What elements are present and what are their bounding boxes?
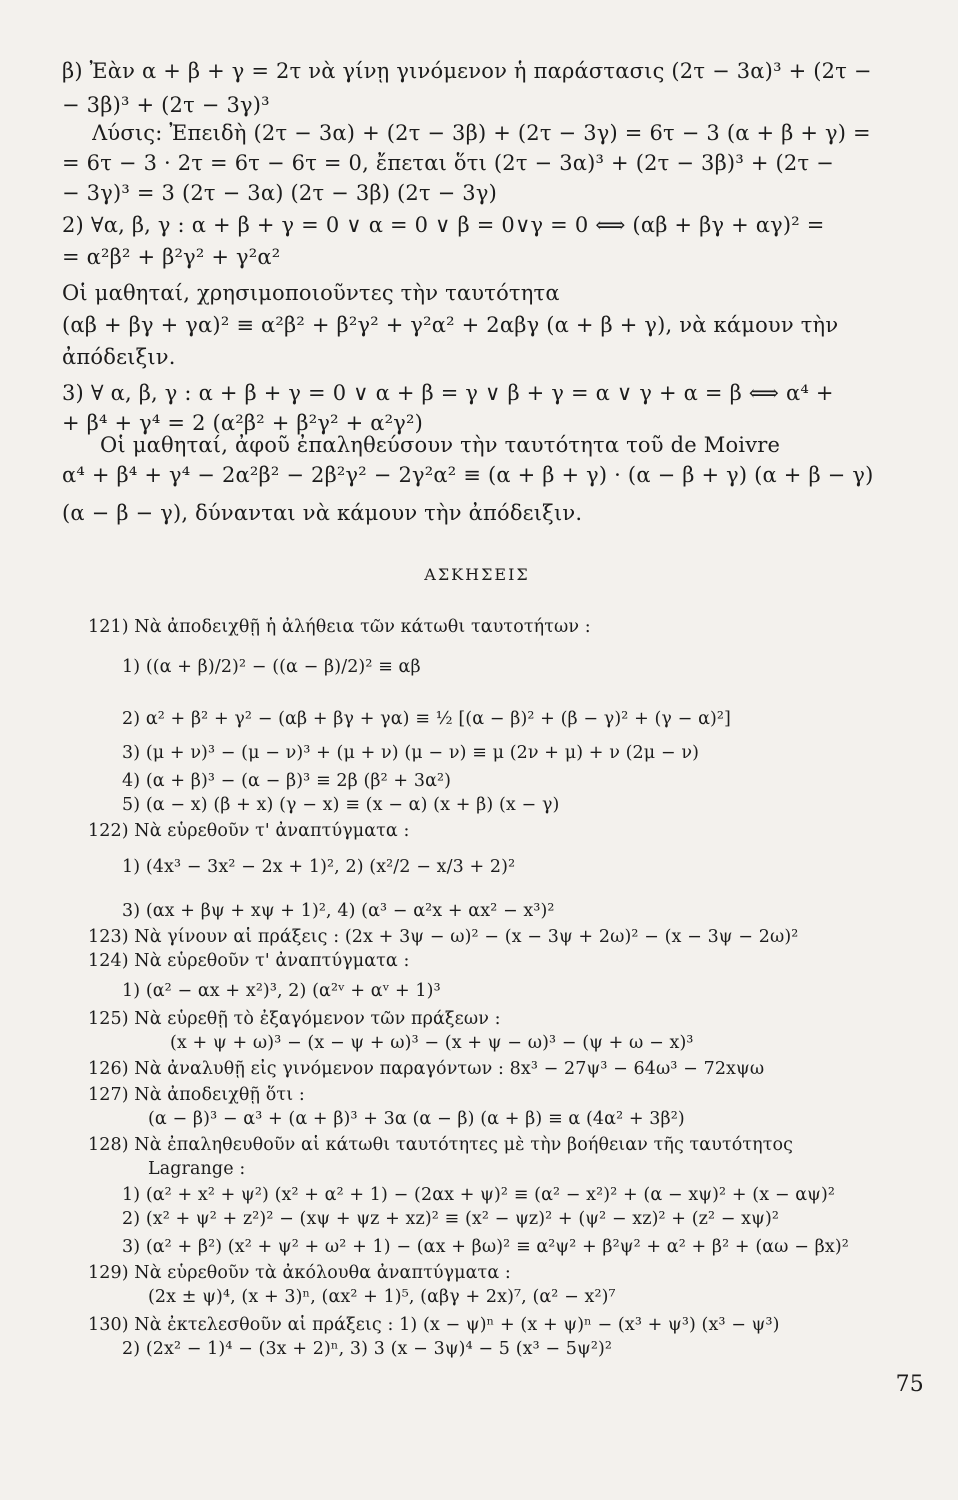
exercise-line: (2x ± ψ)⁴, (x + 3)ⁿ, (αx² + 1)⁵, (αβγ + 2x)⁷, (α² − x²)⁷ <box>148 1287 616 1307</box>
exercise-line: Lagrange : <box>148 1159 246 1179</box>
theory-line: Οἱ μαθηταί, χρησιμοποιοῦντες τὴν ταυτότητα <box>62 281 560 305</box>
exercise-line: 125) Νὰ εὑρεθῇ τὸ ἐξαγόμενον τῶν πράξεων : <box>88 1009 501 1029</box>
exercise-line: 124) Νὰ εὑρεθοῦν τ' ἀναπτύγματα : <box>88 951 410 971</box>
exercise-line: 122) Νὰ εὑρεθοῦν τ' ἀναπτύγματα : <box>88 821 410 841</box>
exercise-line: 5) (α − x) (β + x) (γ − x) ≡ (x − α) (x + β) (x − γ) <box>122 795 560 815</box>
theory-line: = 6τ − 3 · 2τ = 6τ − 6τ = 0, ἔπεται ὅτι (2τ − 3α)³ + (2τ − 3β)³ + (2τ − <box>62 151 834 175</box>
exercise-line: 4) (α + β)³ − (α − β)³ ≡ 2β (β² + 3α²) <box>122 771 452 791</box>
theory-line: (αβ + βγ + γα)² ≡ α²β² + β²γ² + γ²α² + 2αβγ (α + β + γ), νὰ κάμουν τὴν <box>62 313 839 337</box>
exercise-line: (α − β)³ − α³ + (α + β)³ + 3α (α − β) (α + β) ≡ α (4α² + 3β²) <box>148 1109 685 1129</box>
exercise-line: 1) (α² − αx + x²)³, 2) (α²ᵛ + αᵛ + 1)³ <box>122 981 441 1001</box>
exercise-line: 1) (α² + x² + ψ²) (x² + α² + 1) − (2αx + ψ)² ≡ (α² − x²)² + (α − xψ)² + (x − αψ)² <box>122 1185 836 1205</box>
exercise-line: 129) Νὰ εὑρεθοῦν τὰ ἀκόλουθα ἀναπτύγματα : <box>88 1263 511 1283</box>
exercise-line: 121) Νὰ ἀποδειχθῇ ἡ ἀλήθεια τῶν κάτωθι ταυτοτήτων : <box>88 617 591 637</box>
exercise-line: 2) (x² + ψ² + z²)² − (xψ + ψz + xz)² ≡ (x² − ψz)² + (ψ² − xz)² + (z² − xψ)² <box>122 1209 780 1229</box>
theory-line: β) Ἐὰν α + β + γ = 2τ νὰ γίνῃ γινόμενον ἡ παράστασις (2τ − 3α)³ + (2τ − <box>62 59 872 83</box>
theory-line: 3) ∀ α, β, γ : α + β + γ = 0 ∨ α + β = γ ∨ β + γ = α ∨ γ + α = β ⟺ α⁴ + <box>62 381 834 405</box>
theory-line: 2) ∀α, β, γ : α + β + γ = 0 ∨ α = 0 ∨ β = 0∨γ = 0 ⟺ (αβ + βγ + αγ)² = <box>62 213 825 237</box>
exercise-line: 130) Νὰ ἐκτελεσθοῦν αἱ πράξεις : 1) (x − ψ)ⁿ + (x + ψ)ⁿ − (x³ + ψ³) (x³ − ψ³) <box>88 1315 780 1335</box>
theory-line: ἀπόδειξιν. <box>62 345 176 369</box>
exercise-line: 1) (4x³ − 3x² − 2x + 1)², 2) (x²/2 − x/3 + 2)² <box>122 857 516 877</box>
exercise-line: 2) α² + β² + γ² − (αβ + βγ + γα) ≡ ½ [(α − β)² + (β − γ)² + (γ − α)²] <box>122 709 731 729</box>
exercise-line: 126) Νὰ ἀναλυθῇ εἰς γινόμενον παραγόντων : 8x³ − 27ψ³ − 64ω³ − 72xψω <box>88 1059 765 1079</box>
theory-line: Οἱ μαθηταί, ἀφοῦ ἐπαληθεύσουν τὴν ταυτότητα τοῦ de Moivre <box>100 433 781 457</box>
exercise-line: 3) (α² + β²) (x² + ψ² + ω² + 1) − (αx + βω)² ≡ α²ψ² + β²ψ² + α² + β² + (αω − βx)² <box>122 1237 849 1257</box>
exercise-line: 3) (αx + βψ + xψ + 1)², 4) (α³ − α²x + αx² − x³)² <box>122 901 555 921</box>
theory-line: = α²β² + β²γ² + γ²α² <box>62 245 281 269</box>
theory-line: + β⁴ + γ⁴ = 2 (α²β² + β²γ² + α²γ²) <box>62 411 424 435</box>
theory-line: − 3β)³ + (2τ − 3γ)³ <box>62 93 270 117</box>
section-heading: ΑΣΚΗΣΕΙΣ <box>424 565 530 584</box>
theory-line: (α − β − γ), δύνανται νὰ κάμουν τὴν ἀπόδειξιν. <box>62 501 583 525</box>
exercise-line: (x + ψ + ω)³ − (x − ψ + ω)³ − (x + ψ − ω)³ − (ψ + ω − x)³ <box>170 1033 694 1053</box>
exercise-line: 3) (μ + ν)³ − (μ − ν)³ + (μ + ν) (μ − ν) ≡ μ (2ν + μ) + ν (2μ − ν) <box>122 743 700 763</box>
solution-line: Λύσις: Ἐπειδὴ (2τ − 3α) + (2τ − 3β) + (2τ − 3γ) = 6τ − 3 (α + β + γ) = <box>92 121 871 145</box>
page-number: 75 <box>895 1372 924 1397</box>
theory-line: α⁴ + β⁴ + γ⁴ − 2α²β² − 2β²γ² − 2γ²α² ≡ (α + β + γ) · (α − β + γ) (α + β − γ) <box>62 463 874 487</box>
exercise-line: 128) Νὰ ἐπαληθευθοῦν αἱ κάτωθι ταυτότητες μὲ τὴν βοήθειαν τῆς ταυτότητος <box>88 1135 794 1155</box>
theory-line: − 3γ)³ = 3 (2τ − 3α) (2τ − 3β) (2τ − 3γ) <box>62 181 498 205</box>
exercise-line: 123) Νὰ γίνουν αἱ πράξεις : (2x + 3ψ − ω)² − (x − 3ψ + 2ω)² − (x − 3ψ − 2ω)² <box>88 927 799 947</box>
exercise-line: 1) ((α + β)/2)² − ((α − β)/2)² ≡ αβ <box>122 657 421 677</box>
exercise-line: 127) Νὰ ἀποδειχθῇ ὅτι : <box>88 1085 305 1105</box>
exercise-line: 2) (2x² − 1)⁴ − (3x + 2)ⁿ, 3) 3 (x − 3ψ)⁴ − 5 (x³ − 5ψ²)² <box>122 1339 613 1359</box>
